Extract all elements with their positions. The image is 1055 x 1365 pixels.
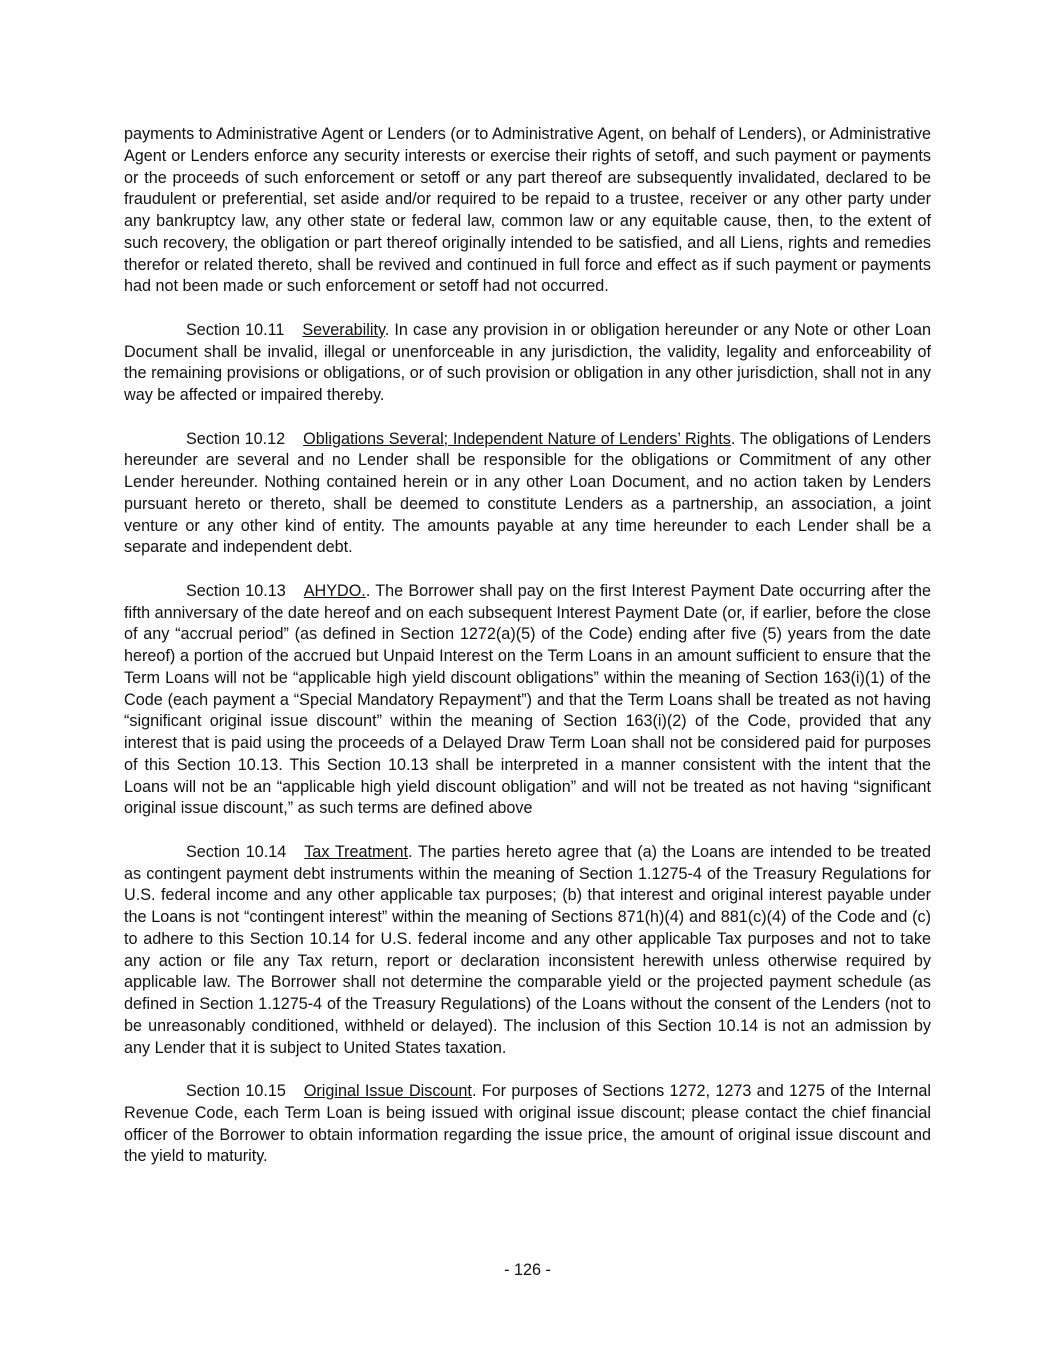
section-paragraph — [124, 842, 931, 1060]
intro-paragraph: payments to Administrative Agent or Lenders (or to Administrative Agent, on behalf of Lenders), or Administrative Agent or Lenders enforce any security interests or exercise their rights of setoff, and such payment or payments or the proceeds of such enforcement or setoff or any part thereof are subsequently invalidated, declared to be fraudulent or preferential, set aside and/or required to be repaid to a trustee, receiver or any other party under any bankruptcy law, any other state or federal law, common law or any equitable cause, then, to the extent of such recovery, the obligation or part thereof originally intended to be satisfied, and all Liens, rights and remedies therefor or related thereto, shall be revived and continued in full force and effect as if such payment or payments had not been made or such enforcement or setoff had not occurred. — [124, 125, 931, 296]
sections-container — [124, 320, 931, 1168]
document-page — [124, 124, 931, 1190]
section-number: Section 10.14 — [186, 842, 287, 861]
section-heading: Obligations Several; Independent Nature of Lenders’ Rights — [303, 429, 731, 448]
section-paragraph — [124, 1081, 931, 1168]
section-heading-suffix: . — [730, 429, 736, 448]
section-paragraph — [124, 429, 931, 560]
section-paragraph — [124, 320, 931, 407]
section-heading: Severability — [302, 320, 385, 339]
section-heading: AHYDO. — [303, 581, 366, 600]
section-body: The parties hereto agree that (a) the Loans are intended to be treated as contingent payment debt instruments within the meaning of Section 1.1275-4 of the Treasury Regulations for U.S. federal income and any other applicable tax purposes; (b) that interest and original interest payable under the Loans is not “contingent interest” within the meaning of Sections 871(h)(4) and 881(c)(4) of the Code and (c) to adhere to this Section 10.14 for U.S. federal income and any other applicable Tax purposes and not to take any action or file any Tax return, report or declaration inconsistent herewith unless otherwise required by applicable law. The Borrower shall not determine the comparable yield or the projected payment schedule (as defined in Section 1.1275-4 of the Treasury Regulations) of the Loans without the consent of the Lenders (not to be unreasonably conditioned, withheld or delayed). The inclusion of this Section 10.14 is not an admission by any Lender that it is subject to United States taxation. — [124, 842, 932, 1057]
section-body: For purposes of Sections 1272, 1273 and 1275 of the Internal Revenue Code, each Term Loan is being issued with original issue discount; please contact the chief financial officer of the Borrower to obtain information regarding the issue price, the amount of original issue discount and the yield to maturity. — [124, 1082, 931, 1166]
section-number: Section 10.13 — [186, 581, 286, 600]
section-heading: Original Issue Discount — [303, 1082, 472, 1100]
section-body: In case any provision in or obligation hereunder or any Note or other Loan Document shall be invalid, illegal or unenforceable in any jurisdiction, the validity, legality and enforceability of the remaining provisions or obligations, or of such provision or obligation in any other jurisdiction, shall not in any way be affected or impaired thereby. — [124, 320, 931, 404]
section-heading-suffix: . — [384, 320, 390, 339]
section-number: Section 10.12 — [186, 429, 286, 448]
section-heading: Tax Treatment — [304, 842, 408, 861]
section-body: The obligations of Lenders hereunder are several and no Lender shall be responsible for the obligations or Commitment of any other Lender hereunder. Nothing contained herein or in any other Loan Document, and no action taken by Lenders pursuant hereto or thereto, shall be deemed to constitute Lenders as a partnership, an association, a joint venture or any other kind of entity. The amounts payable at any time hereunder to each Lender shall be a separate and independent debt. — [124, 429, 931, 557]
section-number: Section 10.11 — [186, 320, 285, 339]
section-heading-suffix: . — [408, 842, 413, 861]
section-number: Section 10.15 — [186, 1082, 286, 1100]
section-heading-suffix: . — [471, 1082, 477, 1100]
page-number: - 126 - — [504, 1261, 551, 1279]
section-paragraph — [124, 581, 931, 820]
section-body: The Borrower shall pay on the first Interest Payment Date occurring after the fifth anniversary of the date hereof and on each subsequent Interest Payment Date (or, if earlier, before the close of any “accrual period” (as defined in Section 1272(a)(5) of the Code) ending after five (5) years from the date hereof) a portion of the accrued but Unpaid Interest on the Term Loans in an amount sufficient to ensure that the Term Loans will not be “applicable high yield discount obligations” within the meaning of Section 163(i)(1) of the Code (each payment a “Special Mandatory Repayment”) and that the Term Loans shall be treated as not having “significant original issue discount” within the meaning of Section 163(i)(2) of the Code, provided that any interest that is paid using the proceeds of a Delayed Draw Term Loan shall not be considered paid for purposes of this Section 10.13. This Section 10.13 shall be interpreted in a manner consistent with the intent that the Loans will not be an “applicable high yield discount obligation” and will not be treated as not having “significant original issue discount,” as such terms are defined above — [124, 581, 931, 818]
section-heading-suffix: . — [365, 581, 371, 600]
